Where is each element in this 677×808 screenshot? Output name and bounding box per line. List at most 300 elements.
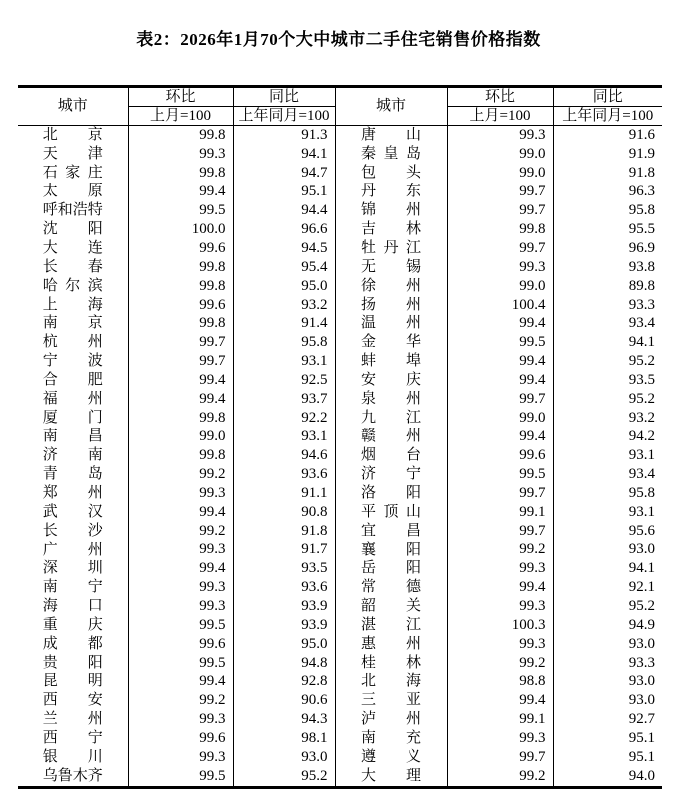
header-mom-left: 环比 <box>128 87 233 107</box>
index-value-cell: 95.2 <box>553 390 662 409</box>
index-value-cell: 99.0 <box>447 164 553 183</box>
city-name: 福 州 <box>42 390 103 407</box>
table-row <box>18 654 662 673</box>
index-value-cell: 99.4 <box>447 371 553 390</box>
city-name: 长 沙 <box>42 522 103 539</box>
index-value-cell: 91.8 <box>233 522 335 541</box>
table-row <box>18 672 662 691</box>
city-name-cell <box>18 296 128 315</box>
city-name: 唐 山 <box>361 126 421 143</box>
city-name-cell <box>335 409 447 428</box>
index-value-cell: 100.0 <box>128 220 233 239</box>
city-name: 三 亚 <box>361 692 421 709</box>
city-name-cell <box>335 371 447 390</box>
city-name: 沈 阳 <box>42 221 103 238</box>
index-value-cell: 90.6 <box>233 691 335 710</box>
city-name-cell <box>335 239 447 258</box>
header-yoy-base-right: 上年同月=100 <box>553 107 662 126</box>
table-row <box>18 371 662 390</box>
index-value-cell: 99.8 <box>447 220 553 239</box>
index-value-cell: 93.6 <box>233 465 335 484</box>
table-row <box>18 578 662 597</box>
city-name: 石 家 庄 <box>42 164 103 181</box>
index-value-cell: 100.3 <box>447 616 553 635</box>
city-name: 徐 州 <box>361 277 421 294</box>
index-value-cell: 99.3 <box>128 748 233 767</box>
index-value-cell: 93.3 <box>553 296 662 315</box>
city-name: 岳 阳 <box>361 560 421 577</box>
index-value-cell: 98.8 <box>447 672 553 691</box>
index-value-cell: 99.4 <box>128 672 233 691</box>
city-name-cell <box>335 277 447 296</box>
index-value-cell: 99.7 <box>447 183 553 202</box>
index-value-cell: 99.6 <box>128 729 233 748</box>
table-body <box>18 126 662 788</box>
index-value-cell: 99.2 <box>128 522 233 541</box>
index-value-cell: 99.8 <box>128 314 233 333</box>
index-value-cell: 99.3 <box>447 597 553 616</box>
index-value-cell: 95.1 <box>233 183 335 202</box>
index-value-cell: 95.1 <box>553 729 662 748</box>
city-name-cell <box>335 597 447 616</box>
city-name: 遵 义 <box>361 748 421 765</box>
index-value-cell: 93.4 <box>553 314 662 333</box>
index-value-cell: 94.9 <box>553 616 662 635</box>
table-row <box>18 691 662 710</box>
city-name: 武 汉 <box>42 503 103 520</box>
city-name: 大 理 <box>361 767 421 784</box>
header-yoy-base-left: 上年同月=100 <box>233 107 335 126</box>
city-name-cell <box>18 126 128 145</box>
index-value-cell: 91.8 <box>553 164 662 183</box>
index-value-cell: 99.3 <box>128 484 233 503</box>
table-row <box>18 183 662 202</box>
index-value-cell: 96.3 <box>553 183 662 202</box>
city-name: 赣 州 <box>361 428 421 445</box>
index-value-cell: 92.5 <box>233 371 335 390</box>
city-name-cell <box>18 220 128 239</box>
table-row <box>18 465 662 484</box>
table-row <box>18 597 662 616</box>
index-value-cell: 91.6 <box>553 126 662 145</box>
city-name-cell <box>18 748 128 767</box>
city-name-cell <box>335 522 447 541</box>
city-name: 大 连 <box>42 240 103 257</box>
index-value-cell: 99.6 <box>128 239 233 258</box>
city-name-cell <box>18 371 128 390</box>
city-name: 南 京 <box>42 315 103 332</box>
city-name: 洛 阳 <box>361 484 421 501</box>
city-name-cell <box>335 220 447 239</box>
header-mom-right: 环比 <box>447 87 553 107</box>
city-name: 合 肥 <box>42 371 103 388</box>
city-name: 惠 州 <box>361 635 421 652</box>
header-city-left: 城市 <box>18 87 128 126</box>
city-name: 南 昌 <box>42 428 103 445</box>
city-name: 九 江 <box>361 409 421 426</box>
index-value-cell: 93.5 <box>233 559 335 578</box>
city-name-cell <box>18 541 128 560</box>
city-name-cell <box>18 767 128 787</box>
index-value-cell: 99.0 <box>447 145 553 164</box>
index-value-cell: 94.2 <box>553 428 662 447</box>
city-name-cell <box>335 428 447 447</box>
city-name-cell <box>335 691 447 710</box>
city-name-cell <box>18 333 128 352</box>
city-name: 济 宁 <box>361 466 421 483</box>
header-row-1 <box>18 87 662 107</box>
city-name: 哈 尔 滨 <box>42 277 103 294</box>
table-row <box>18 710 662 729</box>
index-value-cell: 99.2 <box>128 691 233 710</box>
index-value-cell: 93.9 <box>233 616 335 635</box>
table-row <box>18 258 662 277</box>
table-row <box>18 541 662 560</box>
index-value-cell: 99.6 <box>128 296 233 315</box>
index-value-cell: 99.4 <box>447 578 553 597</box>
index-value-cell: 99.8 <box>128 126 233 145</box>
city-name-cell <box>18 258 128 277</box>
index-value-cell: 99.7 <box>447 522 553 541</box>
city-name-cell <box>18 409 128 428</box>
city-name: 郑 州 <box>42 484 103 501</box>
city-name: 泸 州 <box>361 711 421 728</box>
city-name: 长 春 <box>42 258 103 275</box>
city-name-cell <box>18 201 128 220</box>
city-name: 宜 昌 <box>361 522 421 539</box>
table-row <box>18 352 662 371</box>
city-name: 桂 林 <box>361 654 421 671</box>
index-value-cell: 93.5 <box>553 371 662 390</box>
index-value-cell: 93.0 <box>553 635 662 654</box>
index-value-cell: 93.0 <box>553 541 662 560</box>
index-value-cell: 99.2 <box>447 541 553 560</box>
city-name: 丹 东 <box>361 183 421 200</box>
index-value-cell: 94.0 <box>553 767 662 787</box>
city-name: 锦 州 <box>361 202 421 219</box>
table-row <box>18 767 662 787</box>
index-value-cell: 99.7 <box>447 748 553 767</box>
city-name: 天 津 <box>42 145 103 162</box>
index-value-cell: 99.4 <box>447 352 553 371</box>
city-name: 厦 门 <box>42 409 103 426</box>
index-value-cell: 95.0 <box>233 277 335 296</box>
index-value-cell: 92.7 <box>553 710 662 729</box>
index-value-cell: 99.4 <box>447 691 553 710</box>
city-name-cell <box>335 314 447 333</box>
city-name-cell <box>18 277 128 296</box>
index-value-cell: 99.7 <box>128 333 233 352</box>
index-value-cell: 99.4 <box>128 559 233 578</box>
city-name-cell <box>18 559 128 578</box>
index-value-cell: 99.7 <box>447 201 553 220</box>
city-name: 平 顶 山 <box>361 503 421 520</box>
index-value-cell: 93.1 <box>233 428 335 447</box>
city-name-cell <box>18 239 128 258</box>
index-value-cell: 99.3 <box>128 541 233 560</box>
header-city-right: 城市 <box>335 87 447 126</box>
city-name-cell <box>18 654 128 673</box>
city-name-cell <box>18 578 128 597</box>
city-name-cell <box>18 428 128 447</box>
city-name-cell <box>335 333 447 352</box>
city-name: 贵 阳 <box>42 654 103 671</box>
index-value-cell: 99.4 <box>447 428 553 447</box>
index-value-cell: 91.3 <box>233 126 335 145</box>
header-mom-base-right: 上月=100 <box>447 107 553 126</box>
city-name-cell <box>18 503 128 522</box>
city-name: 扬 州 <box>361 296 421 313</box>
index-value-cell: 95.0 <box>233 635 335 654</box>
city-name-cell <box>335 635 447 654</box>
city-name-cell <box>18 465 128 484</box>
city-name: 牡 丹 江 <box>361 240 421 257</box>
city-name: 广 州 <box>42 541 103 558</box>
city-name-cell <box>18 522 128 541</box>
city-name-cell <box>18 390 128 409</box>
city-name-cell <box>335 710 447 729</box>
index-value-cell: 99.6 <box>128 635 233 654</box>
index-value-cell: 94.4 <box>233 201 335 220</box>
city-name-cell <box>335 183 447 202</box>
index-value-cell: 94.1 <box>553 333 662 352</box>
header-yoy-right: 同比 <box>553 87 662 107</box>
index-value-cell: 99.5 <box>128 654 233 673</box>
city-name: 太 原 <box>42 183 103 200</box>
city-name-cell <box>335 446 447 465</box>
table-row <box>18 748 662 767</box>
city-name: 昆 明 <box>42 673 103 690</box>
index-value-cell: 99.8 <box>128 446 233 465</box>
index-value-cell: 96.9 <box>553 239 662 258</box>
index-value-cell: 99.3 <box>447 729 553 748</box>
index-value-cell: 95.1 <box>553 748 662 767</box>
city-name: 无 锡 <box>361 258 421 275</box>
city-name: 乌 鲁 木 齐 <box>42 767 103 784</box>
city-name: 北 京 <box>42 126 103 143</box>
city-name: 青 岛 <box>42 466 103 483</box>
page-title: 表2：2026年1月70个大中城市二手住宅销售价格指数 <box>136 30 541 49</box>
index-value-cell: 99.3 <box>447 126 553 145</box>
city-name: 襄 阳 <box>361 541 421 558</box>
index-value-cell: 99.3 <box>447 559 553 578</box>
city-name: 韶 关 <box>361 598 421 615</box>
city-name-cell <box>335 201 447 220</box>
table-row <box>18 484 662 503</box>
index-value-cell: 99.1 <box>447 503 553 522</box>
city-name-cell <box>18 352 128 371</box>
city-name-cell <box>335 390 447 409</box>
city-name: 济 南 <box>42 447 103 464</box>
table-row <box>18 409 662 428</box>
index-value-cell: 99.3 <box>128 145 233 164</box>
index-value-cell: 95.2 <box>553 352 662 371</box>
city-name-cell <box>18 164 128 183</box>
index-value-cell: 93.0 <box>233 748 335 767</box>
city-name-cell <box>335 503 447 522</box>
index-value-cell: 94.8 <box>233 654 335 673</box>
index-value-cell: 99.1 <box>447 710 553 729</box>
table-row <box>18 239 662 258</box>
city-name-cell <box>335 258 447 277</box>
index-value-cell: 90.8 <box>233 503 335 522</box>
index-value-cell: 95.5 <box>553 220 662 239</box>
index-value-cell: 93.1 <box>553 503 662 522</box>
index-value-cell: 99.2 <box>447 767 553 787</box>
table-row <box>18 390 662 409</box>
city-name-cell <box>18 314 128 333</box>
city-name: 北 海 <box>361 673 421 690</box>
index-value-cell: 95.4 <box>233 258 335 277</box>
city-name-cell <box>335 484 447 503</box>
city-name-cell <box>18 616 128 635</box>
city-name-cell <box>335 672 447 691</box>
city-name-cell <box>335 559 447 578</box>
city-name: 安 庆 <box>361 371 421 388</box>
city-name: 湛 江 <box>361 616 421 633</box>
index-value-cell: 95.8 <box>553 201 662 220</box>
index-value-cell: 95.8 <box>233 333 335 352</box>
index-value-cell: 99.3 <box>128 710 233 729</box>
index-value-cell: 99.5 <box>128 201 233 220</box>
index-value-cell: 99.4 <box>128 371 233 390</box>
table-row <box>18 522 662 541</box>
index-value-cell: 99.8 <box>128 258 233 277</box>
index-value-cell: 99.0 <box>447 409 553 428</box>
index-value-cell: 99.2 <box>447 654 553 673</box>
index-value-cell: 99.8 <box>128 164 233 183</box>
table-row <box>18 635 662 654</box>
city-name: 深 圳 <box>42 560 103 577</box>
index-value-cell: 100.4 <box>447 296 553 315</box>
index-value-cell: 91.1 <box>233 484 335 503</box>
city-name: 温 州 <box>361 315 421 332</box>
table-row <box>18 559 662 578</box>
table-row <box>18 220 662 239</box>
index-value-cell: 99.5 <box>128 616 233 635</box>
city-name-cell <box>335 126 447 145</box>
city-name-cell <box>18 710 128 729</box>
city-name: 杭 州 <box>42 334 103 351</box>
index-value-cell: 93.8 <box>553 258 662 277</box>
city-name: 吉 林 <box>361 221 421 238</box>
city-name: 宁 波 <box>42 353 103 370</box>
index-value-cell: 99.0 <box>447 277 553 296</box>
index-value-cell: 99.4 <box>128 390 233 409</box>
table-row <box>18 314 662 333</box>
city-name-cell <box>335 654 447 673</box>
index-value-cell: 93.1 <box>553 446 662 465</box>
index-value-cell: 94.1 <box>553 559 662 578</box>
index-value-cell: 99.8 <box>128 277 233 296</box>
index-value-cell: 94.1 <box>233 145 335 164</box>
table-row <box>18 333 662 352</box>
city-name-cell <box>18 635 128 654</box>
index-value-cell: 96.6 <box>233 220 335 239</box>
table-row <box>18 446 662 465</box>
city-name: 泉 州 <box>361 390 421 407</box>
index-value-cell: 99.4 <box>447 314 553 333</box>
header-yoy-left: 同比 <box>233 87 335 107</box>
city-name: 成 都 <box>42 635 103 652</box>
index-value-cell: 99.5 <box>447 333 553 352</box>
city-name-cell <box>18 672 128 691</box>
index-value-cell: 99.5 <box>447 465 553 484</box>
index-value-cell: 89.8 <box>553 277 662 296</box>
index-value-cell: 95.6 <box>553 522 662 541</box>
index-value-cell: 92.1 <box>553 578 662 597</box>
city-name: 西 安 <box>42 692 103 709</box>
index-value-cell: 99.3 <box>447 258 553 277</box>
table-row <box>18 296 662 315</box>
table-row <box>18 145 662 164</box>
index-value-cell: 99.8 <box>128 409 233 428</box>
city-name-cell <box>335 164 447 183</box>
index-value-cell: 95.2 <box>233 767 335 787</box>
city-name-cell <box>335 296 447 315</box>
index-value-cell: 99.3 <box>447 635 553 654</box>
index-value-cell: 99.6 <box>447 446 553 465</box>
table-header <box>18 87 662 126</box>
city-name-cell <box>335 616 447 635</box>
index-value-cell: 93.6 <box>233 578 335 597</box>
index-value-cell: 98.1 <box>233 729 335 748</box>
index-value-cell: 99.7 <box>447 390 553 409</box>
index-value-cell: 93.7 <box>233 390 335 409</box>
city-name-cell <box>335 145 447 164</box>
city-name-cell <box>335 748 447 767</box>
index-value-cell: 93.2 <box>233 296 335 315</box>
index-value-cell: 93.1 <box>233 352 335 371</box>
index-value-cell: 93.2 <box>553 409 662 428</box>
price-index-table <box>18 85 662 789</box>
index-value-cell: 99.0 <box>128 428 233 447</box>
table-row <box>18 201 662 220</box>
header-mom-base-left: 上月=100 <box>128 107 233 126</box>
index-value-cell: 99.4 <box>128 503 233 522</box>
index-value-cell: 92.8 <box>233 672 335 691</box>
city-name-cell <box>335 465 447 484</box>
city-name-cell <box>18 183 128 202</box>
table-row <box>18 503 662 522</box>
city-name: 上 海 <box>42 296 103 313</box>
city-name: 秦 皇 岛 <box>361 145 421 162</box>
city-name-cell <box>335 352 447 371</box>
city-name: 兰 州 <box>42 711 103 728</box>
table-row <box>18 126 662 145</box>
city-name: 南 充 <box>361 729 421 746</box>
index-value-cell: 99.3 <box>128 578 233 597</box>
index-value-cell: 99.2 <box>128 465 233 484</box>
city-name-cell <box>335 541 447 560</box>
table-row <box>18 164 662 183</box>
city-name: 蚌 埠 <box>361 353 421 370</box>
city-name: 重 庆 <box>42 616 103 633</box>
index-value-cell: 99.7 <box>447 484 553 503</box>
city-name: 西 宁 <box>42 729 103 746</box>
index-value-cell: 99.7 <box>128 352 233 371</box>
city-name: 金 华 <box>361 334 421 351</box>
city-name-cell <box>335 578 447 597</box>
index-value-cell: 92.2 <box>233 409 335 428</box>
city-name-cell <box>18 446 128 465</box>
index-value-cell: 93.4 <box>553 465 662 484</box>
table-row <box>18 729 662 748</box>
index-value-cell: 99.5 <box>128 767 233 787</box>
city-name-cell <box>335 729 447 748</box>
city-name: 常 德 <box>361 579 421 596</box>
index-value-cell: 99.3 <box>128 597 233 616</box>
